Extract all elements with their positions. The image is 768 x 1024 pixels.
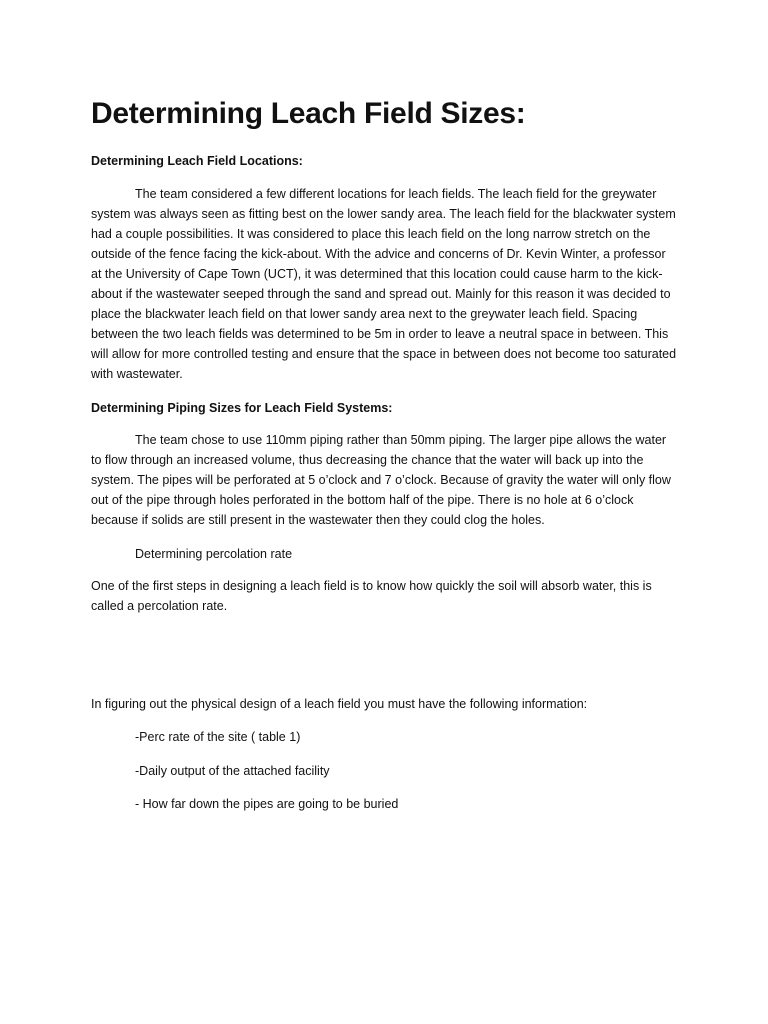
paragraph-locations: The team considered a few different locations for leach fields. The leach field for the greywater system was always seen as fitting best on the lower sandy area. The leach field for the blackwater system had a couple possibilities. It was considered to place this leach field on the long narrow stretch on the outside of the fence facing the kick-about. With the advice and concerns of Dr. Kevin Winter, a professor at the University of Cape Town (UCT), it was determined that this location could cause harm to the kick-about if the wastewater seeped through the sand and spread out. Mainly for this reason it was decided to place the blackwater leach field on that lower sandy area next to the greywater leach field. Spacing between the two leach fields was determined to be 5m in order to leave a neutral space in between. This will allow for more controlled testing and ensure that the space in between does not become too saturated with wastewater. (91, 187, 677, 381)
subheading-percolation: Determining percolation rate (135, 547, 293, 561)
list-item-pipe-depth: - How far down the pipes are going to be buried (135, 797, 399, 811)
section-heading-piping: Determining Piping Sizes for Leach Field Systems: (91, 401, 393, 415)
page-title: Determining Leach Field Sizes: (91, 97, 526, 130)
paragraph-percolation: One of the first steps in designing a leach field is to know how quickly the soil will absorb water, this is called a percolation rate. (91, 579, 652, 613)
paragraph-piping: The team chose to use 110mm piping rather than 50mm piping. The larger pipe allows the water to flow through an increased volume, thus decreasing the chance that the water will back up into the system. The pipes will be perforated at 5 o’clock and 7 o’clock. Because of gravity the water will only flow out of the pipe through holes perforated in the bottom half of the pipe. There is no hole at 6 o’clock because if solids are still present in the wastewater then they could clog the holes. (91, 433, 671, 527)
section-heading-locations: Determining Leach Field Locations: (91, 154, 303, 168)
list-item-perc-rate: -Perc rate of the site ( table 1) (135, 730, 301, 744)
list-item-daily-output: -Daily output of the attached facility (135, 764, 330, 778)
paragraph-design-intro: In figuring out the physical design of a leach field you must have the following information: (91, 697, 588, 711)
